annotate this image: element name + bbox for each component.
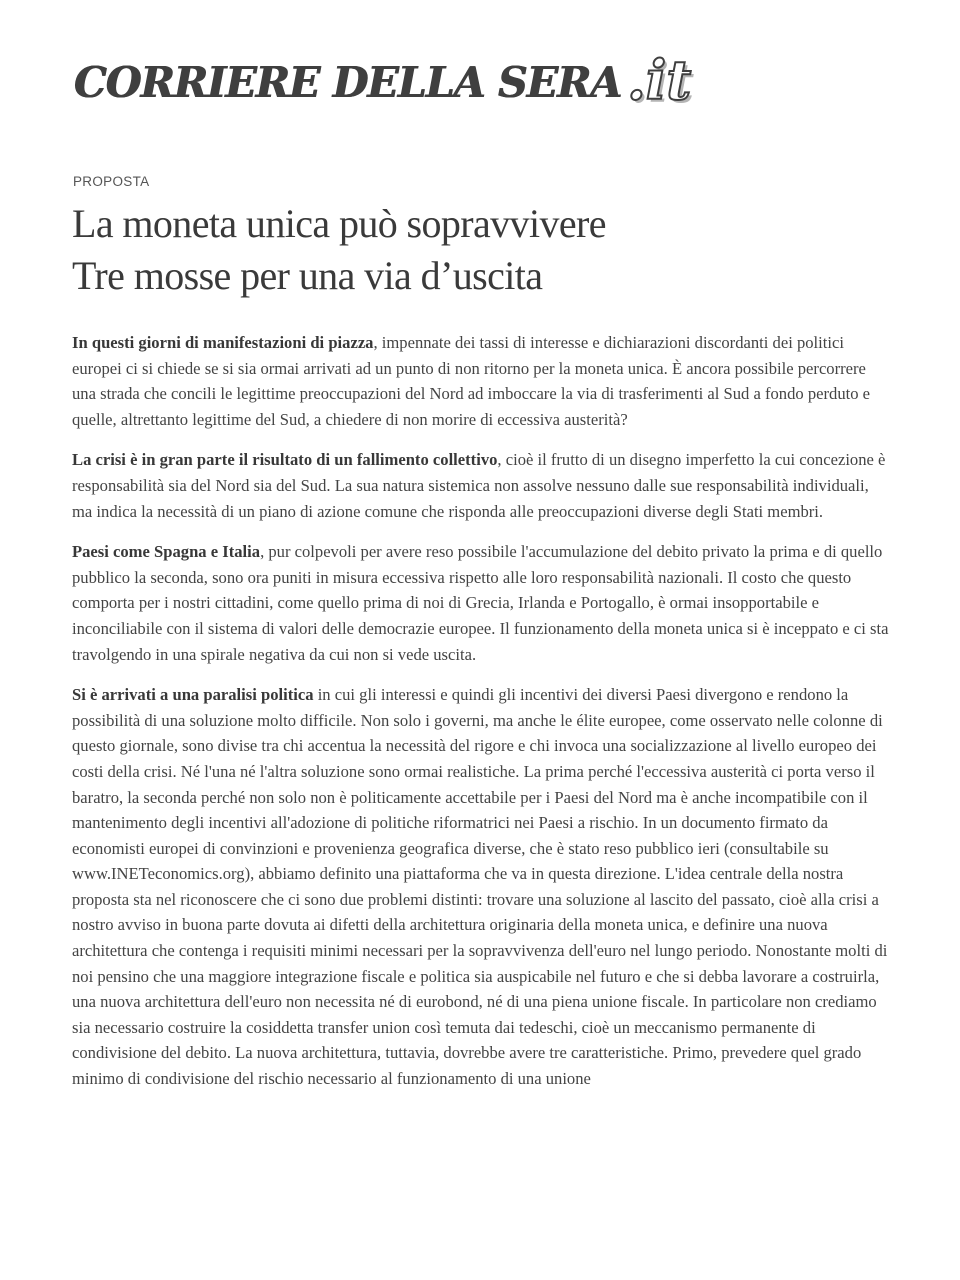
- article-paragraph-2: [72, 447, 892, 524]
- article-title: [72, 198, 912, 302]
- article-paragraph-1: [72, 330, 892, 432]
- paragraph-text: , cioè il frutto di un disegno imperfetto la cui concezione è responsabilità sia del Nord sia del Sud. La sua natura sistemica non assolve nessuno dalle sue responsabilità individuali, ma indica la necessità di un piano di azione comune che risponda alle preoccupazioni diverse degli Stati membri.: [72, 450, 886, 521]
- paragraph-lead: La crisi è in gran parte il risultato di un fallimento collettivo: [72, 450, 498, 470]
- article-title-line-2: Tre mosse per una via d’uscita: [72, 253, 543, 298]
- paragraph-lead: Si è arrivati a una paralisi politica: [72, 685, 314, 705]
- paragraph-text: , pur colpevoli per avere reso possibile l'accumulazione del debito privato la prima e di quello pubblico la seconda, sono ora puniti in misura eccessiva rispetto alle loro responsabilità nazionali. Il costo che questo comporta per i nostri cittadini, come quello prima di noi di Grecia, Irlanda e Portogallo, è ormai insopportabile e inconciliabile con il sistema di valori delle democrazie europee. Il funzionamento della moneta unica si è inceppato e ci sta travolgendo in una spirale negativa da cui non si vede uscita.: [72, 542, 889, 664]
- article-title-line-1: La moneta unica può sopravvivere: [72, 201, 606, 246]
- article-paragraph-3: [72, 539, 892, 667]
- paragraph-lead: Paesi come Spagna e Italia: [72, 542, 261, 562]
- article-kicker: PROPOSTA: [73, 174, 150, 189]
- article-body: [72, 330, 892, 1107]
- masthead-logo: [74, 48, 734, 122]
- masthead-name: CORRIERE DELLA SERA: [74, 58, 622, 107]
- article-paragraph-4: [72, 682, 892, 1092]
- paragraph-lead: In questi giorni di manifestazioni di piazza: [72, 333, 374, 352]
- paragraph-text: in cui gli interessi e quindi gli incentivi dei diversi Paesi divergono e rendono la possibilità di una soluzione molto difficile. Non solo i governi, ma anche le élite europee, come osservato nelle colonne di questo giornale, sono divise tra chi accentua la necessità del rigore e chi invoca una socializzazione al livello europeo dei costi della crisi. Né l'una né l'altra soluzione sono ormai realistiche. La prima perché l'eccessiva austerità ci porta verso il baratro, la seconda perché non solo non è politicamente accettabile per i Paesi del Nord ma è anche incompatibile con il mantenimento degli incentivi all'adozione di politiche riformatrici nei Paesi a rischio. In un documento firmato da economisti europei di convinzioni e provenienza geografica diverse, che è stato reso pubblico ieri (consultabile su www.INETeconomics.org), abbiamo definito una piattaforma che va in questa direzione. L'idea centrale della nostra proposta sta nel riconoscere che ci sono due problemi distinti: trovare una soluzione al lascito del passato, cioè alla crisi a nostro avviso in buona parte dovuta ai difetti della architettura originaria della moneta unica, e definire una nuova architettura che contenga i requisiti minimi necessari per la sopravvivenza dell'euro nel lungo periodo. Nonostante molti di noi pensino che una maggiore integrazione fiscale e politica sia auspicabile nel futuro e che si debba lavorare a costruirla, una nuova architettura dell'euro non necessita né di eurobond, né di una piena unione fiscale. In particolare non crediamo sia necessario costruire la cosiddetta transfer union così temuta dai tedeschi, cioè un meccanismo permanente di condivisione del debito. La nuova architettura, tuttavia, dovrebbe avere tre caratteristiche. Primo, prevedere quel grado minimo di condivisione del rischio necessario al funzionamento di una unione: [72, 685, 888, 1089]
- masthead-suffix: .it: [627, 48, 692, 112]
- paragraph-text: , impennate dei tassi di interesse e dichiarazioni discordanti dei politici europei ci si chiede se si sia ormai arrivati ad un punto di non ritorno per la moneta unica. È ancora possibile percorrere una strada che concili le legittime preoccupazioni del Nord ad imboccare la via di trasferimenti al Sud a fondo perduto e quelle, altrettanto legittime del Sud, a chiedere di non morire di eccessiva austerità?: [72, 333, 871, 429]
